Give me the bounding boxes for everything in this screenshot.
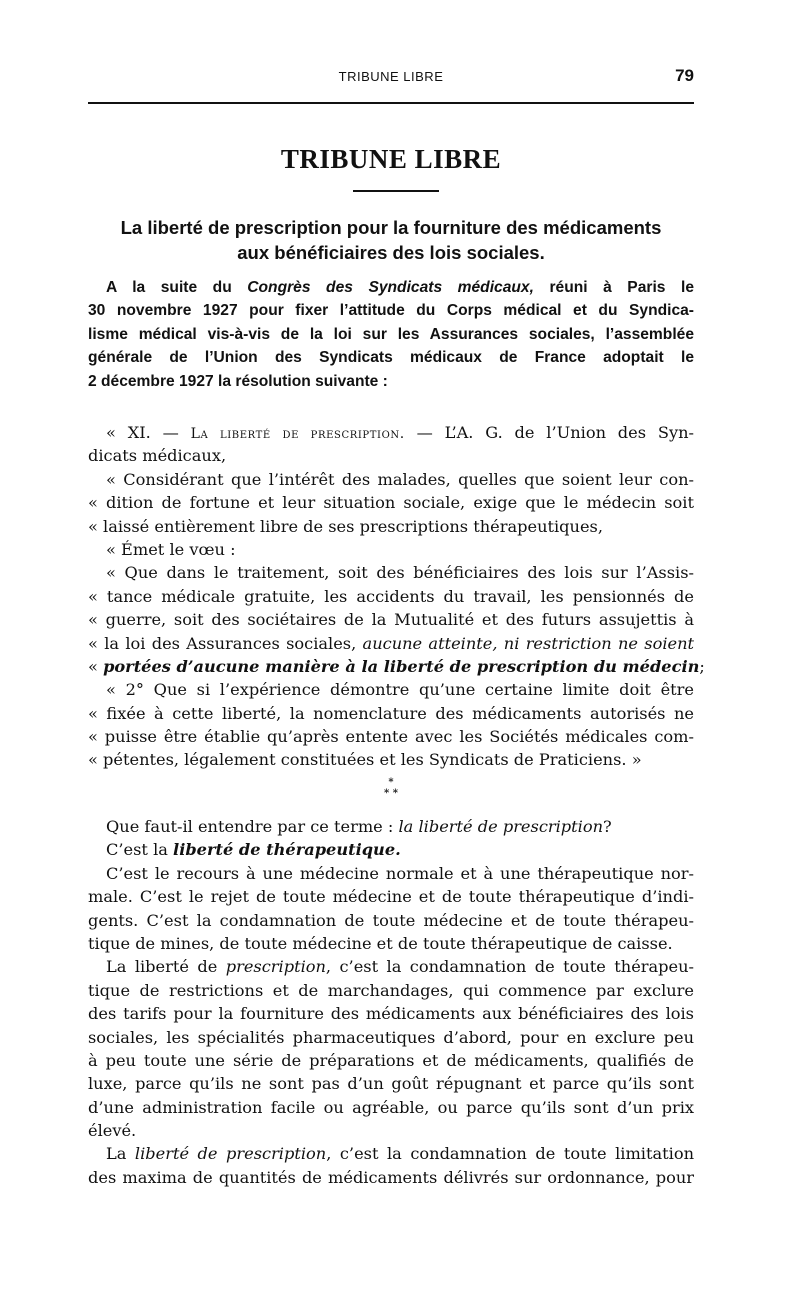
title-rule [353, 190, 439, 192]
asterism-bottom: * * [384, 788, 398, 799]
text-line: La liberté de prescription, c’est la condamnation de toute thérapeu- [106, 957, 694, 977]
text-line: « Que dans le traitement, soit des bénéficiaires des lois sur l’Assis- [106, 563, 694, 583]
running-head [88, 66, 694, 88]
page-number: 79 [675, 66, 694, 85]
text-line: « dition de fortune et leur situation sociale, exige que le médecin soit [88, 493, 694, 513]
body-text [88, 815, 694, 1189]
article-subtitle [88, 215, 694, 265]
intro-paragraph [88, 276, 694, 393]
text-line: 30 novembre 1927 pour fixer l’attitude du Corps médical et du Syndica- [88, 302, 694, 320]
text-line: générale de l’Union des Syndicats médicaux de France adoptait le [88, 349, 694, 367]
text-line: A la suite du Congrès des Syndicats médicaux, réuni à Paris le [106, 279, 694, 296]
subtitle-line: aux bénéficiaires des lois sociales. [237, 242, 545, 263]
text-line: « la loi des Assurances sociales, aucune atteinte, ni restriction ne soient [88, 633, 695, 653]
text-line: des maxima de quantités de médicaments délivrés sur ordonnance, pour [88, 1167, 694, 1187]
text-line: gents. C’est la condamnation de toute médecine et de toute thérapeu- [88, 910, 694, 930]
text-line: sociales, les spécialités pharmaceutiques d’abord, pour en exclure peu [88, 1027, 694, 1047]
text-line: Que faut-il entendre par ce terme : la liberté de prescription? [106, 817, 612, 836]
subtitle-line: La liberté de prescription pour la fourniture des médicaments [120, 217, 662, 238]
text-line: 2 décembre 1927 la résolution suivante : [88, 372, 388, 390]
text-line: « guerre, soit des sociétaires de la Mutualité et des futurs assujettis à [88, 610, 694, 630]
text-line: male. C’est le rejet de toute médecine et de toute thérapeutique d’indi- [88, 887, 694, 907]
text-line: lisme médical vis-à-vis de la loi sur les Assurances sociales, l’assemblée [88, 325, 694, 343]
header-rule [88, 102, 694, 104]
text-line: dicats médicaux, [88, 446, 227, 466]
text-line: tique de restrictions et de marchandages, qui commence par exclure [88, 980, 694, 1000]
text-line: des tarifs pour la fourniture des médicaments aux bénéficiaires des lois [88, 1004, 694, 1024]
text-line: à peu toute une série de préparations et de médicaments, qualifiés de [88, 1050, 694, 1070]
text-line: « 2° Que si l’expérience démontre qu’une certaine limite doit être [106, 680, 694, 700]
text-line: « laissé entièrement libre de ses prescriptions thérapeutiques, [88, 516, 603, 536]
text-line: tique de mines, de toute médecine et de toute thérapeutique de caisse. [88, 933, 673, 953]
asterism [88, 777, 694, 799]
text-line: luxe, parce qu’ils ne sont pas d’un goût répugnant et parce qu’ils sont [88, 1074, 694, 1094]
text-line: C’est la liberté de thérapeutique. [106, 840, 401, 860]
text-line: élevé. [88, 1121, 137, 1141]
text-line: C’est le recours à une médecine normale et à une thérapeutique nor- [106, 863, 694, 883]
text-line: « tance médicale gratuite, les accidents du travail, les pensionnés de [88, 586, 694, 606]
text-line: La liberté de prescription, c’est la condamnation de toute limitation [106, 1144, 694, 1164]
text-line: « Considérant que l’intérêt des malades, quelles que soient leur con- [106, 469, 694, 489]
text-line: « puisse être établie qu’après entente avec les Sociétés médicales com- [88, 727, 694, 747]
section-title: TRIBUNE LIBRE [280, 144, 502, 174]
text-line: « fixée à cette liberté, la nomenclature des médicaments autorisés ne [88, 703, 694, 723]
text-line: « pétentes, légalement constituées et les Syndicats de Praticiens. » [88, 750, 642, 770]
resolution-quote [88, 421, 705, 772]
asterism-top: * [388, 777, 394, 788]
text-line: « Émet le vœu : [106, 539, 236, 559]
text-line: « portées d’aucune manière à la liberté de prescription du médecin; [88, 656, 705, 676]
text-line: « XI. — La liberté de prescription. — L’A. G. de l’Union des Syn- [106, 423, 694, 442]
running-title: TRIBUNE LIBRE [338, 69, 444, 84]
text-line: d’une administration facile ou agréable, ou parce qu’ils sont d’un prix [88, 1097, 694, 1117]
